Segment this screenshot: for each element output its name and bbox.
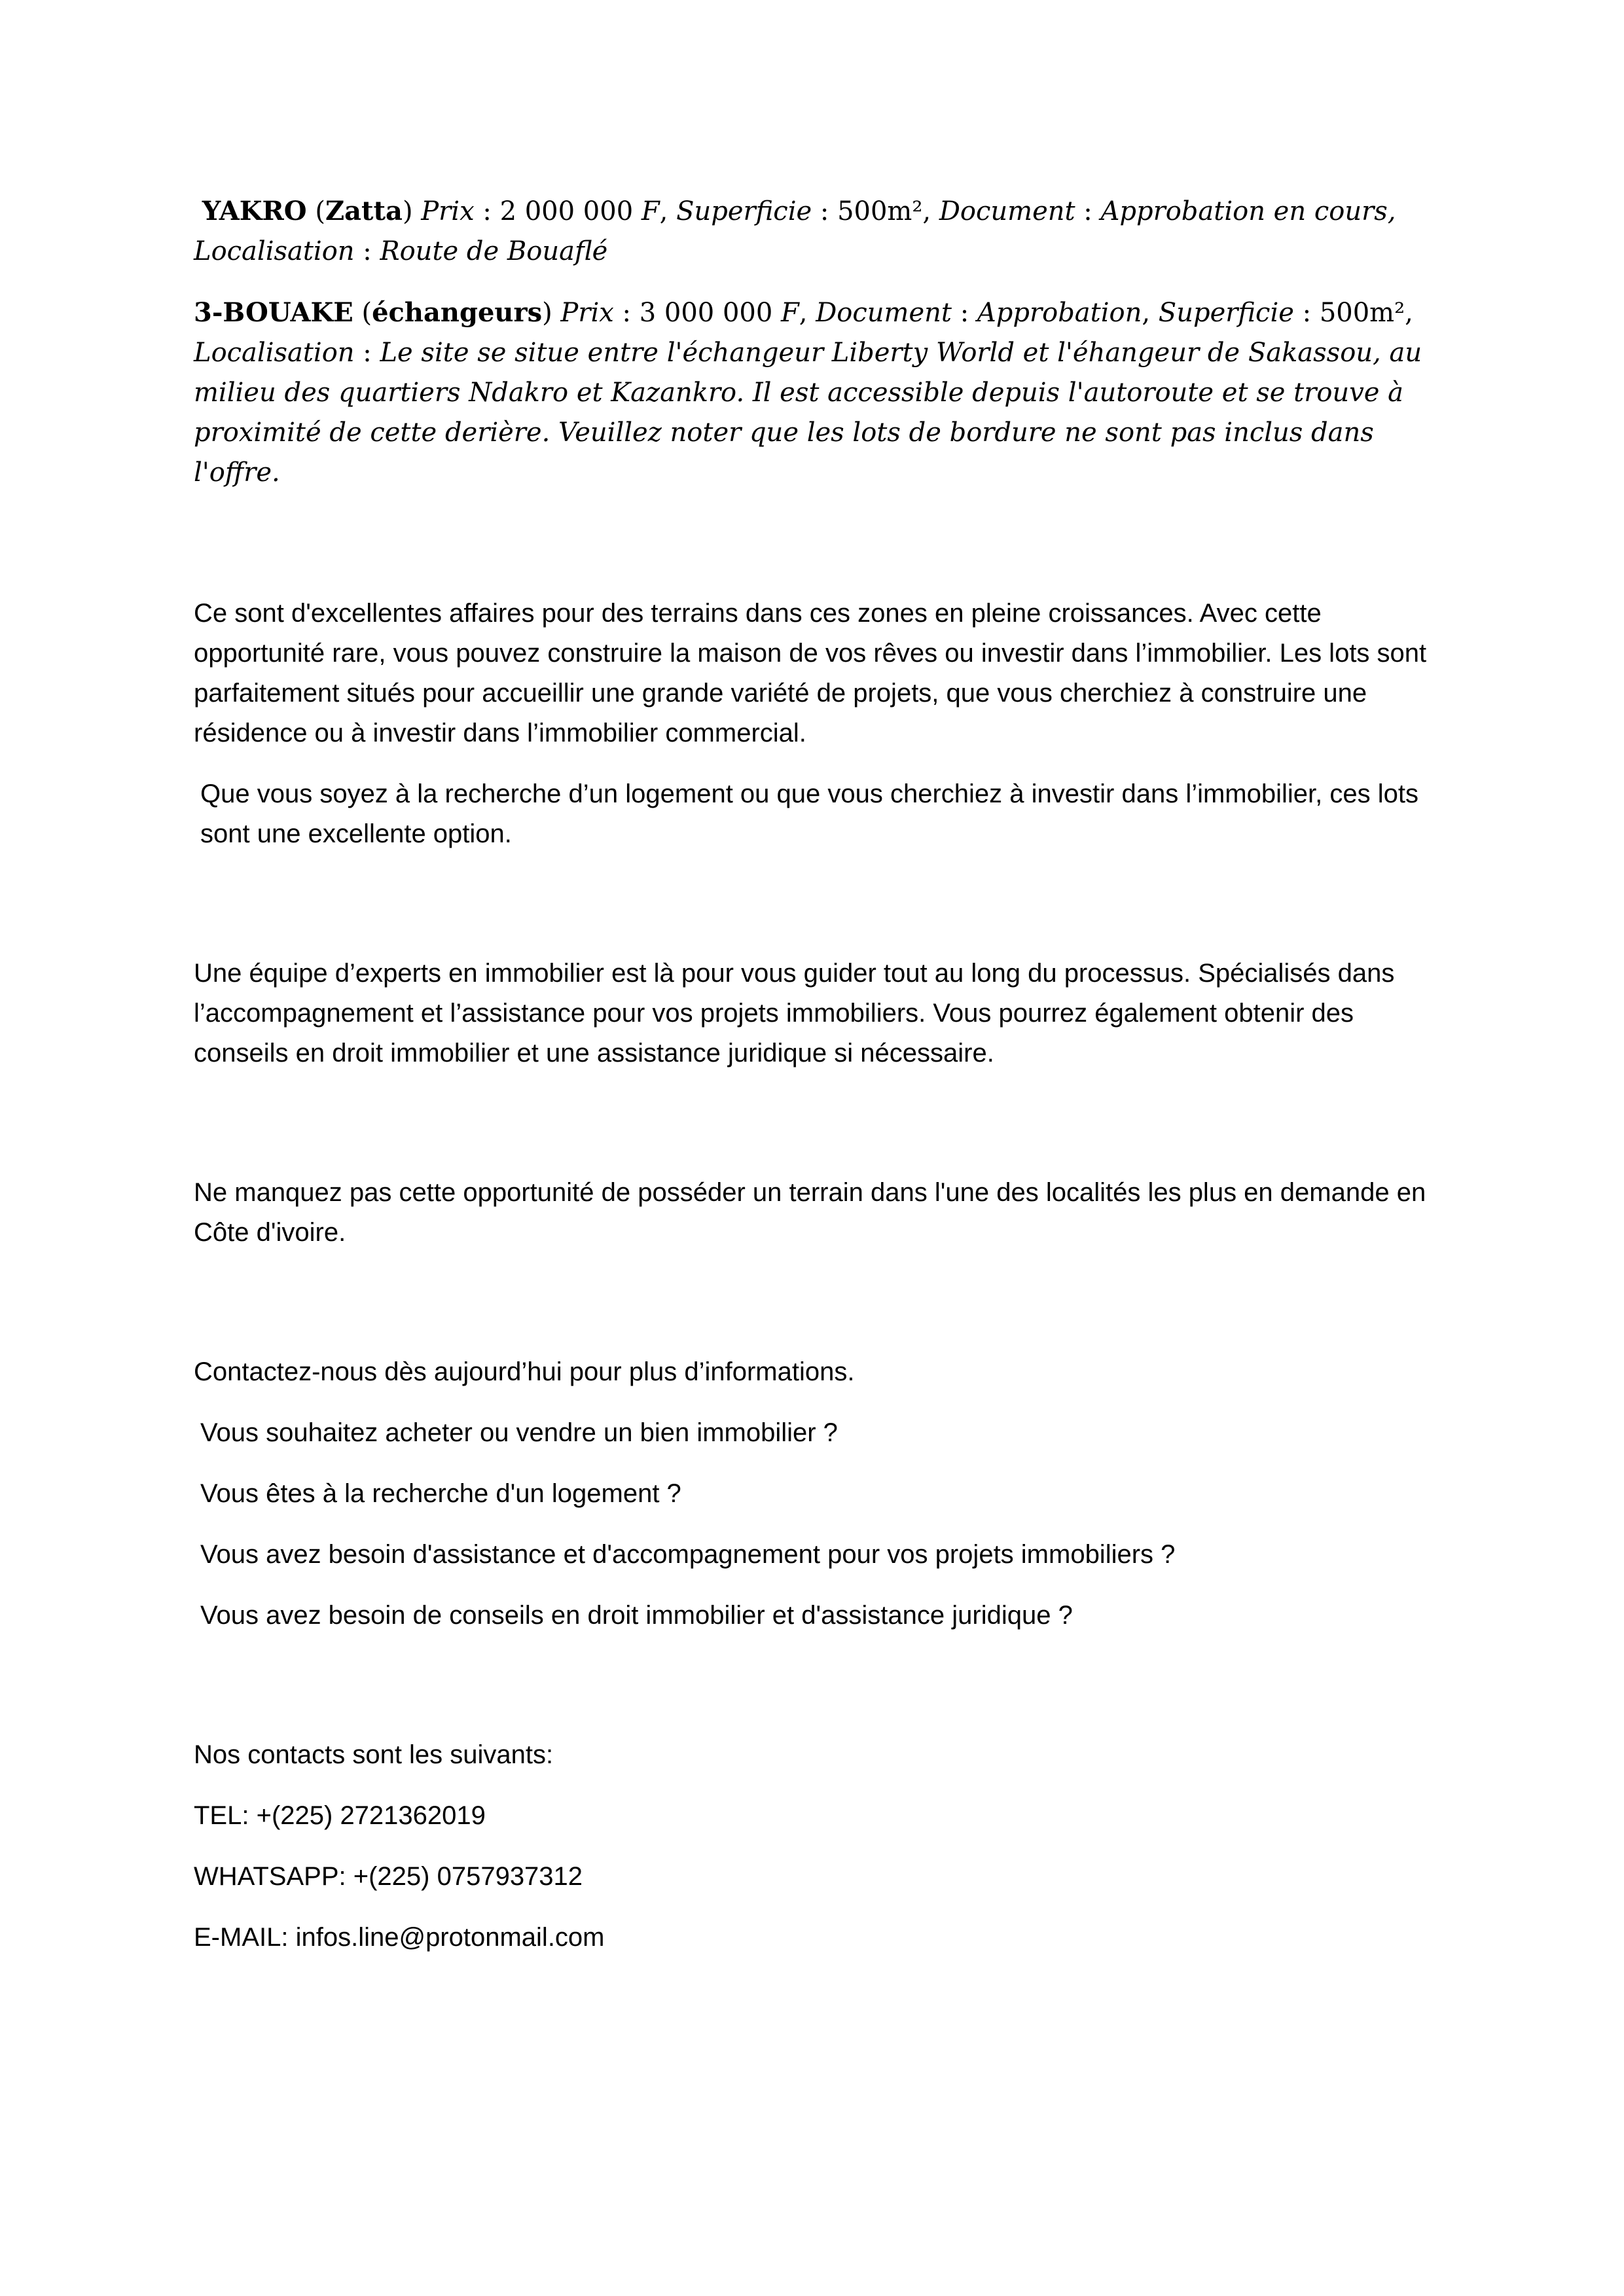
surface-label: Superficie <box>1158 298 1294 328</box>
location-value: Le site se situe entre l'échangeur Liberty World et l'éhangeur de Sakassou, au milieu des quartiers Ndakro et Kazankro. Il est accessible depuis l'autoroute et se trouve à proximité de cette derière. Veuillez noter que les lots de bordure ne sont pas inclus dans l'offre. <box>194 338 1422 488</box>
location-value: Route de Bouaflé <box>380 236 608 266</box>
spacer <box>194 1094 1437 1173</box>
listing-area-name: échangeurs <box>372 297 543 328</box>
location-label: Localisation <box>194 236 355 266</box>
listing-area: (échangeurs) <box>361 297 552 328</box>
surface-value: 500m² <box>837 196 923 226</box>
listing-area: (Zatta) <box>315 196 413 226</box>
price-label: Prix <box>560 298 614 328</box>
surface-value: 500m², <box>1319 298 1413 328</box>
question-assistance: Vous avez besoin d'assistance et d'accompagnement pour vos projets immobiliers ? <box>200 1540 1176 1569</box>
paragraph-contact-us: Contactez-nous dès aujourd’hui pour plus d’informations. <box>194 1357 855 1386</box>
paragraph-experts: Une équipe d’experts en immobilier est là pour vous guider tout au long du processus. Spécialisés dans l’accompagnement et l’assistance pour vos projets immobiliers. Vous pourrez également obtenir des conseils en droit immobilier et une assistance juridique si nécessaire. <box>194 959 1395 1067</box>
price-value: 3 000 000 <box>639 298 773 328</box>
paragraph-call-to-action: Ne manquez pas cette opportunité de posséder un terrain dans l'une des localités les plus en demande en Côte d'ivoire. <box>194 1178 1426 1247</box>
listing-area-name: Zatta <box>325 196 403 226</box>
currency: F <box>781 298 799 328</box>
contacts-intro: Nos contacts sont les suivants: <box>194 1740 554 1769</box>
listing-title: YAKRO <box>202 196 307 226</box>
contact-email: E-MAIL: infos.line@protonmail.com <box>194 1923 605 1952</box>
paragraph-option: Que vous soyez à la recherche d’un logement ou que vous cherchiez à investir dans l’immobilier, ces lots sont une excellente option. <box>200 780 1418 848</box>
surface-label: Superficie <box>676 196 812 226</box>
question-legal: Vous avez besoin de conseils en droit immobilier et d'assistance juridique ? <box>200 1601 1073 1630</box>
listing-title: 3-BOUAKE <box>194 297 353 328</box>
price-value: 2 000 000 <box>499 196 634 226</box>
spacer <box>194 875 1437 954</box>
document-label: Document <box>939 196 1075 226</box>
document-label: Document <box>816 298 952 328</box>
contact-tel: TEL: +(225) 2721362019 <box>194 1801 486 1830</box>
document-value: Approbation en cours, <box>1100 196 1396 226</box>
document-value: Approbation <box>977 298 1142 328</box>
paragraph-opportunity: Ce sont d'excellentes affaires pour des terrains dans ces zones en pleine croissances. Avec cette opportunité rare, vous pouvez construire la maison de vos rêves ou investir dans l’immobilier. Les lots sont parfaitement situés pour accueillir une grande variété de projets, que vous cherchiez à construire une résidence ou à investir dans l’immobilier commercial. <box>194 599 1427 747</box>
spacer <box>194 1657 1437 1735</box>
question-housing: Vous êtes à la recherche d'un logement ? <box>200 1479 681 1508</box>
listing-bouake: 3-BOUAKE (échangeurs) Prix : 3 000 000 F, Document : Approbation, Superficie : 500m², Localisation : Le site se situe entre l'échangeur Liberty World et l'éhangeur de Sakassou, au milieu des quartiers Ndakro et Kazankro. Il est accessible depuis l'autoroute et se trouve à proximité de cette derière. Veuillez noter que les lots de bordure ne sont pas inclus dans l'offre. <box>194 297 1422 488</box>
price-label: Prix <box>421 196 475 226</box>
contact-whatsapp: WHATSAPP: +(225) 0757937312 <box>194 1862 583 1891</box>
question-buy-sell: Vous souhaitez acheter ou vendre un bien immobilier ? <box>200 1418 838 1447</box>
listing-yakro: YAKRO (Zatta) Prix : 2 000 000 F, Superficie : 500m², Document : Approbation en cours, Localisation : Route de Bouaflé <box>194 196 1396 266</box>
currency: F <box>641 196 660 226</box>
spacer <box>194 514 1437 594</box>
document-body <box>194 191 1437 1979</box>
spacer <box>194 1274 1437 1352</box>
location-label: Localisation <box>194 338 355 368</box>
